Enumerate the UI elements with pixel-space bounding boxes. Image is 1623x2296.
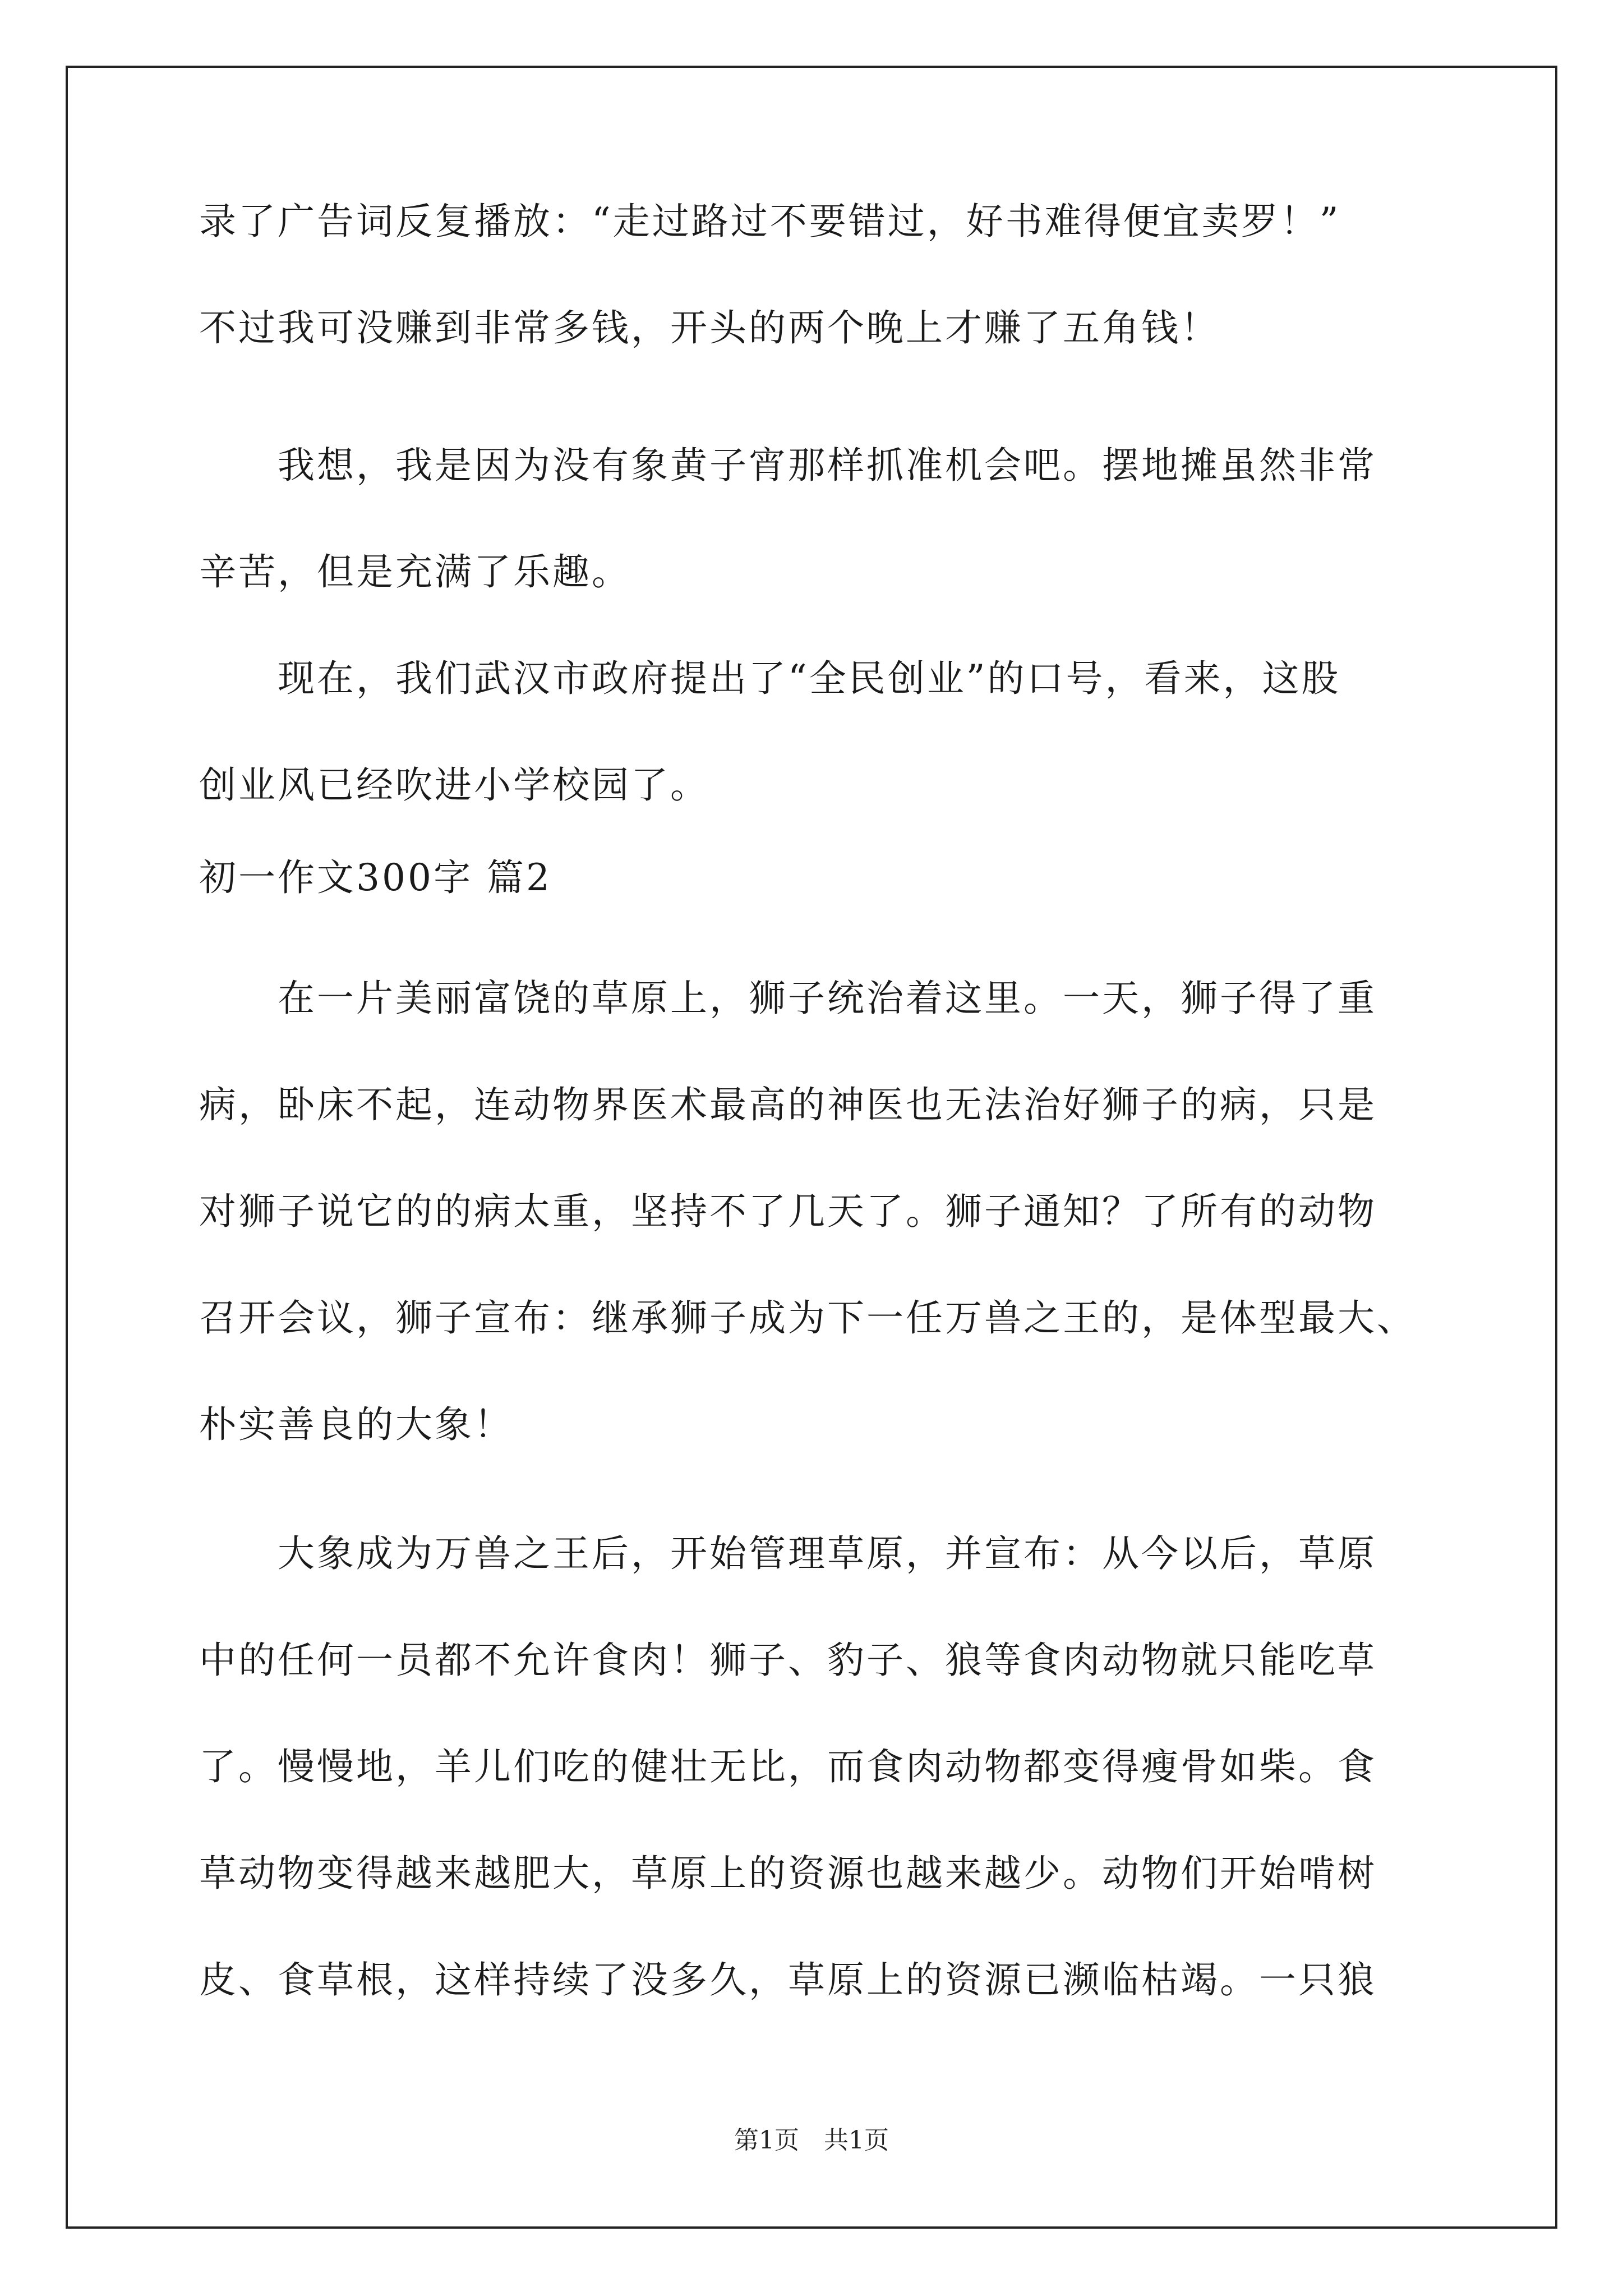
paragraph-line: 在一片美丽富饶的草原上，狮子统治着这里。一天，狮子得了重 [278,977,1377,1020]
paragraph-line: 录了广告词反复播放：“走过路过不要错过，好书难得便宜卖罗！” [199,200,1341,243]
section-heading: 初一作文300字 篇2 [199,856,552,899]
paragraph-line: 了。慢慢地，羊儿们吃的健壮无比，而食肉动物都变得瘦骨如柴。食 [199,1745,1377,1788]
paragraph-line: 创业风已经吹进小学校园了。 [199,763,709,807]
paragraph-line: 病，卧床不起，连动物界医术最高的神医也无法治好狮子的病，只是 [199,1083,1377,1126]
page-border [66,66,1557,2229]
paragraph-line: 不过我可没赚到非常多钱，开头的两个晚上才赚了五角钱！ [199,306,1220,349]
paragraph-line: 召开会议，狮子宣布：继承狮子成为下一任万兽之王的，是体型最大、 [199,1296,1416,1340]
paragraph-line: 辛苦，但是充满了乐趣。 [199,550,631,593]
paragraph-line: 现在，我们武汉市政府提出了“全民创业”的口号，看来，这股 [278,657,1341,700]
paragraph-line: 草动物变得越来越肥大，草原上的资源也越来越少。动物们开始啃树 [199,1852,1377,1895]
paragraph-line: 中的任何一员都不允许食肉！狮子、豹子、狼等食肉动物就只能吃草 [199,1639,1377,1682]
paragraph-line: 大象成为万兽之王后，开始管理草原，并宣布：从今以后，草原 [278,1532,1377,1575]
page-footer: 第1页 共1页 [734,2126,889,2155]
paragraph-line: 我想，我是因为没有象黄子宵那样抓准机会吧。摆地摊虽然非常 [278,444,1377,487]
paragraph-line: 朴实善良的大象！ [199,1403,513,1446]
paragraph-line: 对狮子说它的的病太重，坚持不了几天了。狮子通知？了所有的动物 [199,1190,1377,1233]
paragraph-line: 皮、食草根，这样持续了没多久，草原上的资源已濒临枯竭。一只狼 [199,1958,1377,2001]
